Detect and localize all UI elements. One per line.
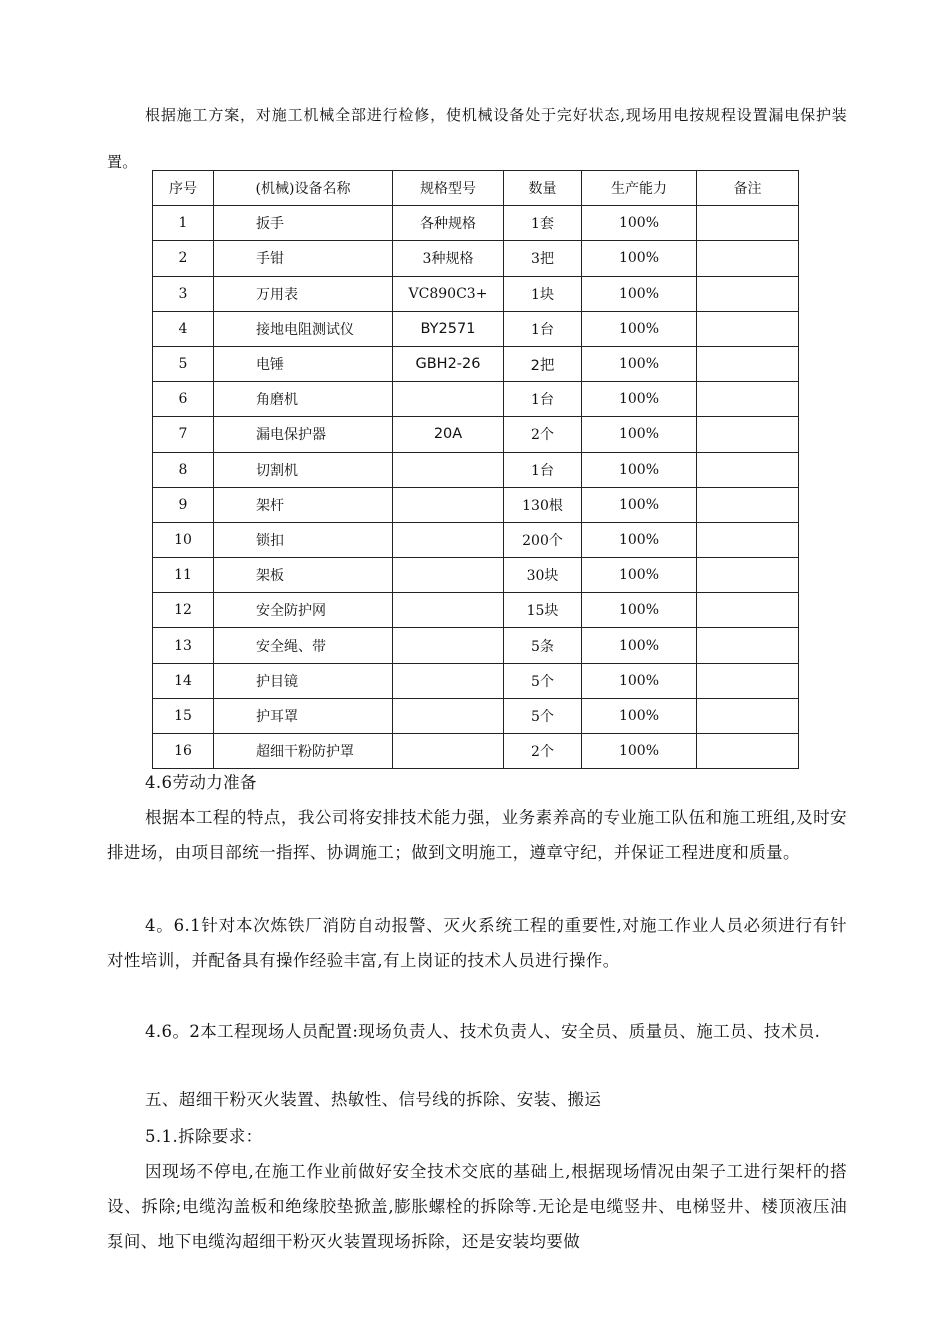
cell-qty: 200个	[504, 522, 582, 557]
table-row	[153, 628, 799, 663]
cell-name: 角磨机	[214, 382, 393, 417]
cell-capacity: 100%	[582, 628, 697, 663]
cell-name: 扳手	[214, 206, 393, 241]
cell-remark	[697, 522, 799, 557]
cell-qty: 1台	[504, 311, 582, 346]
cell-qty: 1套	[504, 206, 582, 241]
table-row	[153, 593, 799, 628]
section-5-1-title: 5.1.拆除要求：	[145, 1127, 263, 1146]
cell-spec	[393, 558, 504, 593]
intro-paragraph: 根据施工方案，对施工机械全部进行检修，使机械设备处于完好状态,现场用电按规程设置漏电保护装置。	[107, 106, 847, 171]
cell-remark	[697, 417, 799, 452]
table-row	[153, 346, 799, 381]
cell-qty: 5个	[504, 663, 582, 698]
header-capacity: 生产能力	[582, 171, 697, 206]
cell-capacity: 100%	[582, 663, 697, 698]
cell-spec	[393, 628, 504, 663]
cell-capacity: 100%	[582, 382, 697, 417]
cell-remark	[697, 628, 799, 663]
cell-no: 8	[153, 452, 214, 487]
table-row	[153, 382, 799, 417]
cell-capacity: 100%	[582, 487, 697, 522]
paragraph-4-6: 根据本工程的特点，我公司将安排技术能力强，业务素养高的专业施工队伍和施工班组,及时安排进场，由项目部统一指挥、协调施工；做到文明施工，遵章守纪，并保证工程进度和质量。	[107, 808, 847, 862]
cell-capacity: 100%	[582, 558, 697, 593]
cell-name: 安全绳、带	[214, 628, 393, 663]
cell-remark	[697, 452, 799, 487]
cell-no: 5	[153, 346, 214, 381]
cell-spec: 各种规格	[393, 206, 504, 241]
cell-spec: BY2571	[393, 311, 504, 346]
table-row	[153, 734, 799, 769]
cell-capacity: 100%	[582, 346, 697, 381]
cell-remark	[697, 663, 799, 698]
cell-remark	[697, 382, 799, 417]
cell-spec	[393, 698, 504, 733]
cell-name: 超细干粉防护罩	[214, 734, 393, 769]
cell-capacity: 100%	[582, 593, 697, 628]
cell-no: 12	[153, 593, 214, 628]
cell-remark	[697, 241, 799, 276]
cell-name: 接地电阻测试仪	[214, 311, 393, 346]
cell-name: 电锤	[214, 346, 393, 381]
table-row	[153, 276, 799, 311]
cell-qty: 1台	[504, 452, 582, 487]
cell-remark	[697, 734, 799, 769]
cell-name: 护耳罩	[214, 698, 393, 733]
cell-capacity: 100%	[582, 276, 697, 311]
cell-capacity: 100%	[582, 206, 697, 241]
cell-spec: VC890C3+	[393, 276, 504, 311]
cell-remark	[697, 487, 799, 522]
cell-name: 安全防护网	[214, 593, 393, 628]
paragraph-4-6-2: 4.6。2本工程现场人员配置:现场负责人、技术负责人、安全员、质量员、施工员、技术员.	[145, 1022, 821, 1041]
equipment-table-body	[153, 206, 799, 769]
cell-capacity: 100%	[582, 241, 697, 276]
cell-qty: 2个	[504, 734, 582, 769]
cell-spec	[393, 663, 504, 698]
cell-name: 手钳	[214, 241, 393, 276]
cell-qty: 1块	[504, 276, 582, 311]
cell-qty: 2把	[504, 346, 582, 381]
header-remark: 备注	[697, 171, 799, 206]
cell-no: 6	[153, 382, 214, 417]
table-row	[153, 206, 799, 241]
cell-no: 7	[153, 417, 214, 452]
cell-remark	[697, 206, 799, 241]
cell-qty: 30块	[504, 558, 582, 593]
header-name: (机械)设备名称	[214, 171, 393, 206]
cell-spec: 3种规格	[393, 241, 504, 276]
cell-no: 4	[153, 311, 214, 346]
cell-capacity: 100%	[582, 734, 697, 769]
header-spec: 规格型号	[393, 171, 504, 206]
cell-qty: 5个	[504, 698, 582, 733]
cell-remark	[697, 311, 799, 346]
cell-qty: 15块	[504, 593, 582, 628]
cell-capacity: 100%	[582, 522, 697, 557]
header-no: 序号	[153, 171, 214, 206]
cell-remark	[697, 276, 799, 311]
cell-name: 护目镜	[214, 663, 393, 698]
paragraph-4-6-1: 4。6.1针对本次炼铁厂消防自动报警、灭火系统工程的重要性,对施工作业人员必须进行有针对性培训，并配备具有操作经验丰富,有上岗证的技术人员进行操作。	[107, 916, 847, 970]
cell-spec: GBH2-26	[393, 346, 504, 381]
cell-qty: 2个	[504, 417, 582, 452]
cell-capacity: 100%	[582, 311, 697, 346]
cell-no: 3	[153, 276, 214, 311]
cell-name: 切割机	[214, 452, 393, 487]
cell-name: 锁扣	[214, 522, 393, 557]
cell-no: 10	[153, 522, 214, 557]
cell-no: 1	[153, 206, 214, 241]
cell-remark	[697, 593, 799, 628]
section-4-6-title: 4.6劳动力准备	[145, 773, 257, 792]
cell-name: 架杆	[214, 487, 393, 522]
table-row	[153, 698, 799, 733]
paragraph-5-1: 因现场不停电,在施工作业前做好安全技术交底的基础上,根据现场情况由架子工进行架杆的搭设、拆除;电缆沟盖板和绝缘胶垫掀盖,膨胀螺栓的拆除等.无论是电缆竖井、电梯竖井、楼顶液压油泵间、地下电缆沟超细干粉灭火装置现场拆除，还是安装均要做	[107, 1162, 847, 1251]
cell-no: 13	[153, 628, 214, 663]
cell-name: 万用表	[214, 276, 393, 311]
table-row	[153, 452, 799, 487]
table-row	[153, 522, 799, 557]
table-header-row	[153, 171, 799, 206]
section-5-title: 五、超细干粉灭火装置、热敏性、信号线的拆除、安装、搬运	[145, 1090, 602, 1109]
table-row	[153, 663, 799, 698]
cell-spec	[393, 593, 504, 628]
cell-spec	[393, 452, 504, 487]
cell-no: 11	[153, 558, 214, 593]
cell-qty: 3把	[504, 241, 582, 276]
equipment-table	[152, 170, 799, 769]
cell-no: 15	[153, 698, 214, 733]
header-qty: 数量	[504, 171, 582, 206]
cell-no: 9	[153, 487, 214, 522]
cell-remark	[697, 346, 799, 381]
table-row	[153, 241, 799, 276]
cell-name: 架板	[214, 558, 393, 593]
table-row	[153, 311, 799, 346]
table-row	[153, 417, 799, 452]
cell-capacity: 100%	[582, 417, 697, 452]
table-row	[153, 487, 799, 522]
cell-spec	[393, 487, 504, 522]
cell-remark	[697, 558, 799, 593]
cell-spec: 20A	[393, 417, 504, 452]
cell-no: 2	[153, 241, 214, 276]
cell-qty: 5条	[504, 628, 582, 663]
cell-name: 漏电保护器	[214, 417, 393, 452]
cell-spec	[393, 382, 504, 417]
cell-spec	[393, 522, 504, 557]
cell-no: 16	[153, 734, 214, 769]
cell-no: 14	[153, 663, 214, 698]
cell-capacity: 100%	[582, 698, 697, 733]
cell-remark	[697, 698, 799, 733]
table-row	[153, 558, 799, 593]
cell-qty: 130根	[504, 487, 582, 522]
cell-qty: 1台	[504, 382, 582, 417]
cell-spec	[393, 734, 504, 769]
cell-capacity: 100%	[582, 452, 697, 487]
